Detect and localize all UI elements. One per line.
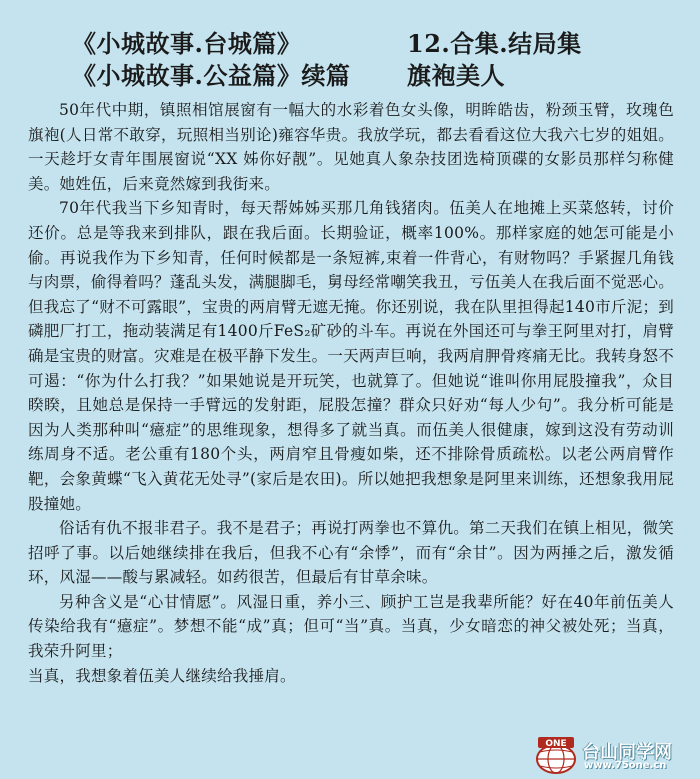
- document-title: [72, 28, 672, 92]
- story-title: 旗袍美人: [407, 61, 505, 90]
- globe-logo-icon: [534, 737, 578, 775]
- series-title-taicheng: 《小城故事.台城篇》: [72, 29, 302, 58]
- paragraph-1: 50年代中期，镇照相馆展窗有一幅大的水彩着色女头像，明眸皓齿，粉颈玉臂，玫瑰色旗袍(人日常不敢穿，玩照相当别论)雍容华贵。我放学玩，都去看看这位大我六七岁的姐姐。一天趁圩女青年围展窗说“XX 姊你好靓”。见她真人象杂技团选椅顶碟的女影员那样匀称健美。她姓伍，后来竟然嫁到我街来。: [28, 101, 674, 193]
- paragraph-2: 70年代我当下乡知青时，每天帮姊姊买那几角钱猪肉。伍美人在地摊上买菜悠转，讨价还价。总是等我来到排队，跟在我后面。长期验证，概率100%。那样家庭的她怎可能是小偷。再说我作为下乡知青，任何时候都是一条短裤,束着一件背心，有财物吗？手紧握几角钱与肉票，偷得着吗？蓬乱头发，满腿脚毛，舅母经常嘲笑我丑，亏伍美人在我后面不觉恶心。但我忘了“财不可露眼”，宝贵的两肩臂无遮无掩。你还别说，我在队里担得起140市斤泥；到磷肥厂打工，拖动装满足有1400斤FeS₂矿砂的斗车。再说在外国还可与拳王阿里对打，肩臂确是宝贵的财富。灾难是在极平静下发生。一天两声巨响，我两肩胛骨疼痛无比。我转身怒不可遏：“你为什么打我？”如果她说是开玩笑，也就算了。但她说“谁叫你用屁股撞我”，众目睽睽，且她总是保持一手臂远的发射距，屁股怎撞？群众只好劝“每人少句”。我分析可能是因为人类那种叫“癔症”的思维现象，想得多了就当真。而伍美人很健康，嫁到这没有劳动训练周身不适。老公重有180个头，两肩窄且骨瘦如柴，还不排除骨质疏松。以老公两肩臂作靶，会象黄蝶“飞入黄花无处寻”(家后是农田)。所以她把我想象是阿里来训练，还想象我用屁股撞她。: [28, 199, 674, 513]
- site-watermark: [534, 735, 694, 777]
- site-name: 台山同学网: [582, 742, 672, 763]
- title-line-1: [72, 28, 672, 60]
- paragraph-3: 俗话有仇不报非君子。我不是君子；再说打两拳也不算仇。第二天我们在镇上相见，微笑招呼了事。以后她继续排在我后，但我不心有“余悸”，而有“余甘”。因为两捶之后，激发循环，风湿——酸与累减轻。如药很苦，但最后有甘草余味。: [28, 519, 674, 587]
- title-line-2: [72, 60, 672, 92]
- episode-title: 12.合集.结局集: [407, 29, 582, 58]
- logo-wordmark: ONE: [545, 739, 567, 749]
- series-title-gongyi: 《小城故事.公益篇》续篇: [72, 61, 351, 90]
- paragraph-5: 当真，我想象着伍美人继续给我捶肩。: [28, 666, 296, 685]
- site-url: www.75one.cn: [584, 760, 667, 771]
- article-body: [28, 98, 674, 688]
- paragraph-4: 另种含义是“心甘情愿”。风湿日重，养小三、顾护工岂是我辈所能？好在40年前伍美人传染给我有“癔症”。梦想不能“成”真；但可“当”真。当真，少女暗恋的神父被处死；当真，我荣升阿里；: [28, 592, 674, 661]
